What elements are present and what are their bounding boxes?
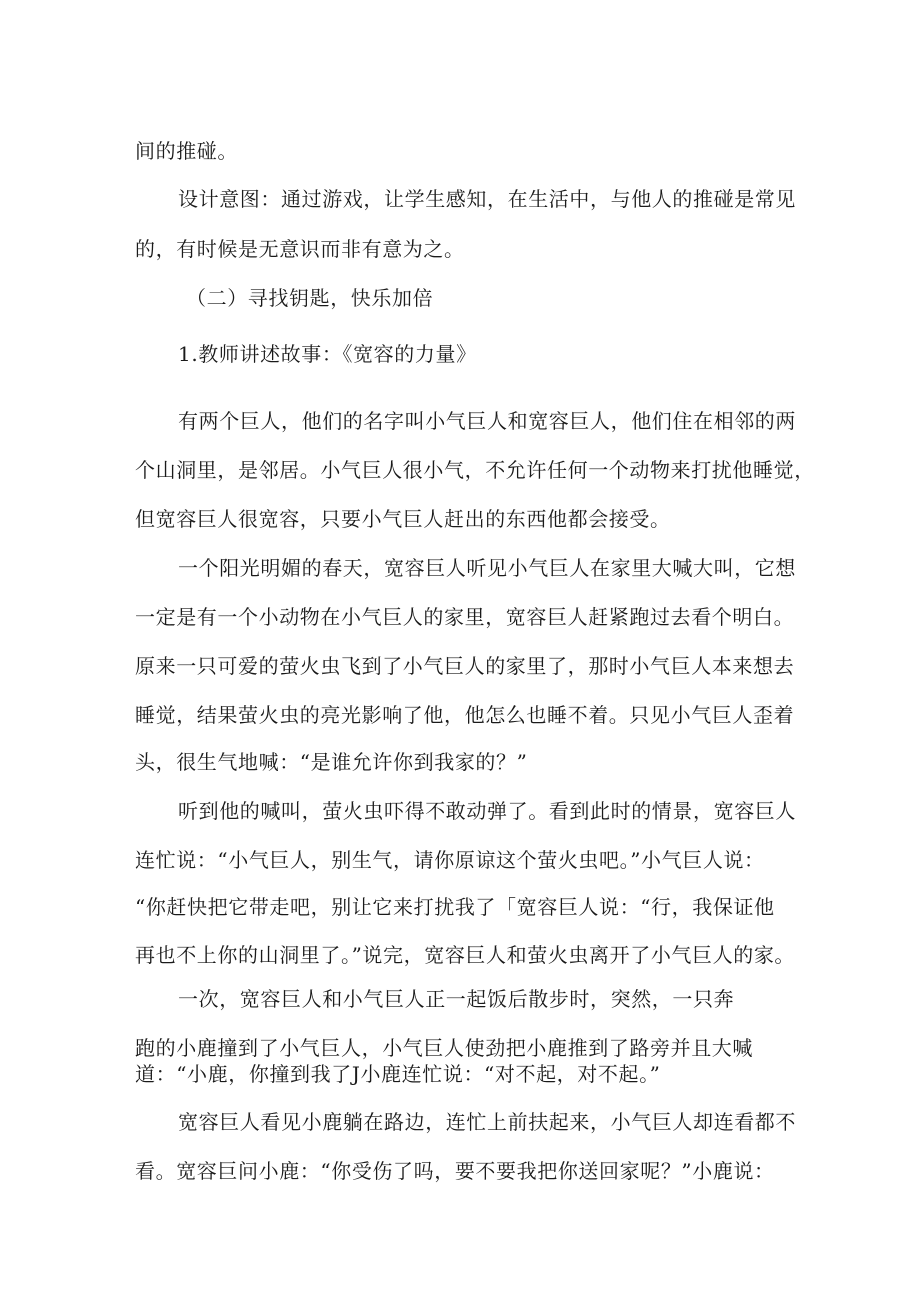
- text-line: 但宽容巨人很宽容，只要小气巨人赶出的东西他都会接受。: [135, 507, 671, 531]
- text-line: 一个阳光明媚的春天，宽容巨人听见小气巨人在家里大喊大叫，它想: [178, 556, 796, 580]
- text-line: 有两个巨人，他们的名字叫小气巨人和宽容巨人，他们住在相邻的两: [178, 409, 796, 433]
- text-line: 听到他的喊叫，萤火虫吓得不敢动弹了。看到此时的情景，宽容巨人: [178, 799, 796, 823]
- text-line: 间的推碰。: [135, 139, 238, 163]
- text-line: 宽容巨人看见小鹿躺在路边，连忙上前扶起来，小气巨人却连看都不: [178, 1110, 796, 1134]
- text-line: 一定是有一个小动物在小气巨人的家里，宽容巨人赶紧跑过去看个明白。: [135, 605, 795, 629]
- text-line: 连忙说：“小气巨人，别生气，请你原谅这个萤火虫吧。”小气巨人说：: [135, 848, 765, 872]
- text-line: 再也不上你的山洞里了。”说完，宽容巨人和萤火虫离开了小气巨人的家。: [135, 943, 796, 967]
- text-line: 原来一只可爱的萤火虫飞到了小气巨人的家里了，那时小气巨人本来想去: [135, 654, 795, 678]
- section-heading: （二）寻找钥匙，快乐加倍: [186, 286, 434, 310]
- text-line: 个山洞里，是邻居。小气巨人很小气，不允许任何一个动物来打扰他睡觉，: [135, 458, 815, 482]
- text-line: 道：“小鹿，你撞到我了J小鹿连忙说：“对不起，对不起。”: [135, 1062, 661, 1086]
- text-line: “你赶快把它带走吧，别让它来打扰我了「宽容巨人说：“行，我保证他: [135, 895, 775, 919]
- text-line: 看。宽容巨问小鹿：“你受伤了吗，要不要我把你送回家呢？”小鹿说：: [135, 1159, 775, 1183]
- story-title: 1.教师讲述故事：《宽容的力量》: [178, 342, 477, 366]
- text-line: 睡觉，结果萤火虫的亮光影响了他，他怎么也睡不着。只见小气巨人歪着: [135, 703, 795, 727]
- text-line: 设计意图：通过游戏，让学生感知，在生活中，与他人的推碰是常见: [178, 187, 796, 211]
- text-line: 跑的小鹿撞到了小气巨人，小气巨人使劲把小鹿推到了路旁并且大喊: [135, 1036, 753, 1060]
- text-line: 一次，宽容巨人和小气巨人正一起饭后散步时，突然，一只奔: [178, 987, 735, 1011]
- text-line: 的，有时候是无意识而非有意为之。: [135, 237, 465, 261]
- text-line: 头，很生气地喊：“是谁允许你到我家的？”: [135, 750, 528, 774]
